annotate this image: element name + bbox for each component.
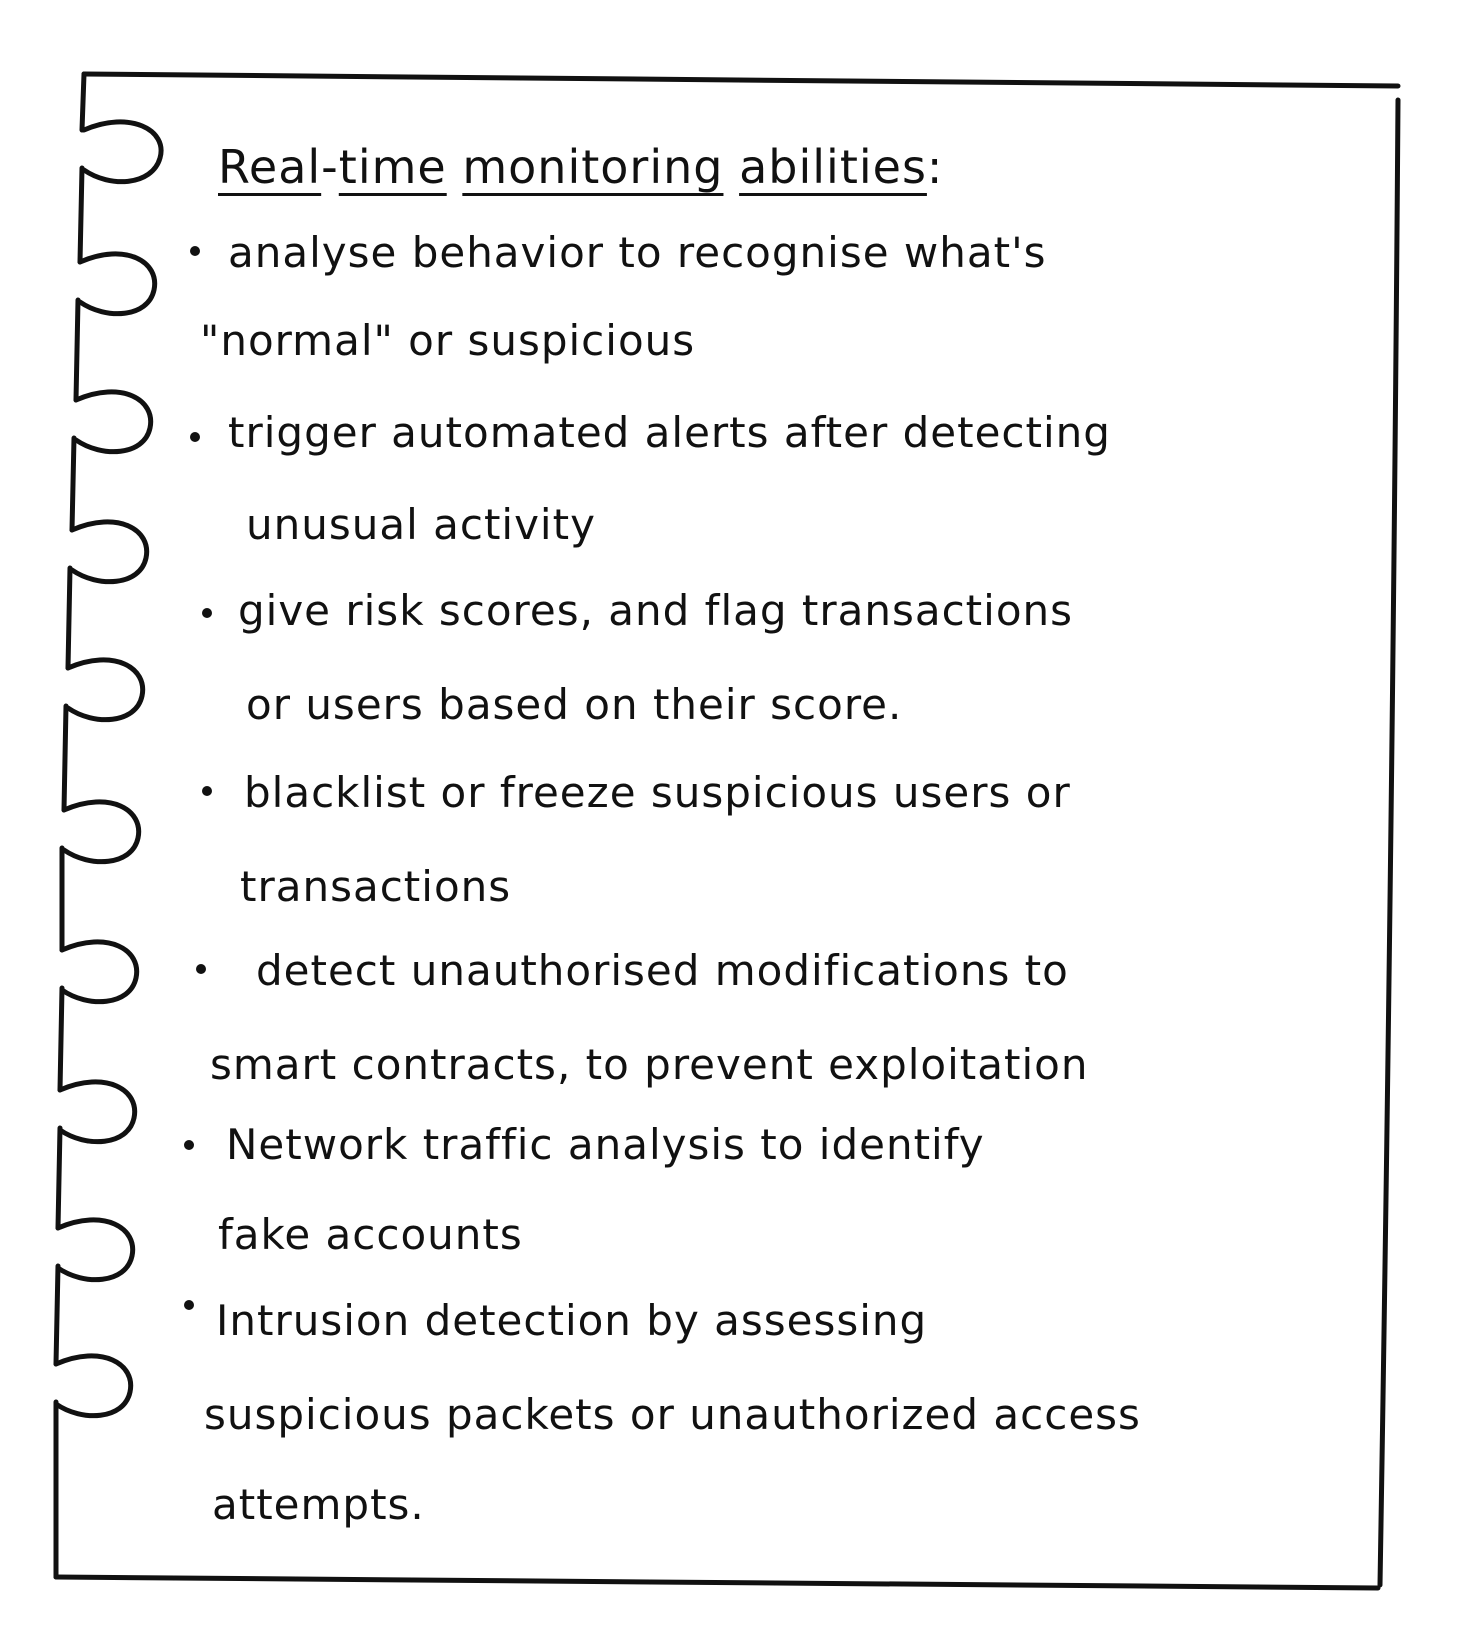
bullet-2-line-2: unusual activity xyxy=(246,500,596,549)
bullet-1-line-2: "normal" or suspicious xyxy=(200,316,696,365)
bullet-4-line-1: blacklist or freeze suspicious users or xyxy=(244,768,1071,817)
bullet-7-line-2: suspicious packets or unauthorized access xyxy=(204,1390,1141,1439)
bullet-7-line-3: attempts. xyxy=(212,1480,425,1529)
bullet-6-line-2: fake accounts xyxy=(218,1210,523,1259)
bullet-5-line-1: detect unauthorised modifications to xyxy=(256,946,1069,995)
bullet-3-line-2: or users based on their score. xyxy=(246,680,903,729)
bullet-dot xyxy=(202,608,212,618)
bullet-6-line-1: Network traffic analysis to identify xyxy=(226,1120,985,1169)
binding-edge-top xyxy=(82,74,84,130)
page-border-bottom xyxy=(56,1577,1378,1588)
bullet-1-line-1: analyse behavior to recognise what's xyxy=(228,228,1047,277)
bullet-dot xyxy=(202,786,212,796)
binding-ring-3 xyxy=(76,392,151,452)
bullet-dot xyxy=(190,246,200,256)
binding-ring-8 xyxy=(60,1082,135,1142)
title-hyphen: - xyxy=(321,140,339,194)
bullet-2-line-1: trigger automated alerts after detecting xyxy=(228,408,1111,457)
binding-edge-3 xyxy=(72,438,74,530)
spiral-binding xyxy=(56,74,161,1577)
binding-ring-9 xyxy=(58,1220,133,1280)
note-title xyxy=(218,140,943,194)
bullet-dot xyxy=(190,432,200,442)
binding-ring-6 xyxy=(64,802,139,862)
page-border-right xyxy=(1380,100,1398,1585)
bullet-3-line-1: give risk scores, and flag transactions xyxy=(238,586,1074,635)
binding-ring-7 xyxy=(62,942,137,1002)
title-word: monitoring xyxy=(462,140,724,194)
binding-ring-10 xyxy=(56,1356,131,1416)
title-word: time xyxy=(338,140,447,194)
bullet-dot xyxy=(196,964,206,974)
bullet-5-line-2: smart contracts, to prevent exploitation xyxy=(210,1040,1089,1089)
binding-ring-5 xyxy=(68,660,143,720)
bullet-7-line-1: Intrusion detection by assessing xyxy=(216,1296,928,1345)
binding-edge-7 xyxy=(60,988,62,1090)
title-word: Real xyxy=(218,140,322,194)
bullet-dot xyxy=(184,1300,194,1310)
page-border-top xyxy=(84,74,1398,86)
title-colon: : xyxy=(926,140,944,194)
binding-edge-9 xyxy=(56,1266,58,1364)
title-word: abilities xyxy=(739,140,927,194)
binding-ring-2 xyxy=(80,254,155,314)
binding-edge-4 xyxy=(68,568,70,668)
binding-edge-2 xyxy=(76,300,78,400)
binding-ring-4 xyxy=(72,522,147,582)
binding-edge-5 xyxy=(64,706,66,810)
binding-ring-1 xyxy=(84,122,161,182)
binding-edge-1 xyxy=(80,168,82,262)
bullet-dot xyxy=(184,1140,194,1150)
binding-edge-8 xyxy=(58,1128,60,1228)
bullet-4-line-2: transactions xyxy=(240,862,512,911)
